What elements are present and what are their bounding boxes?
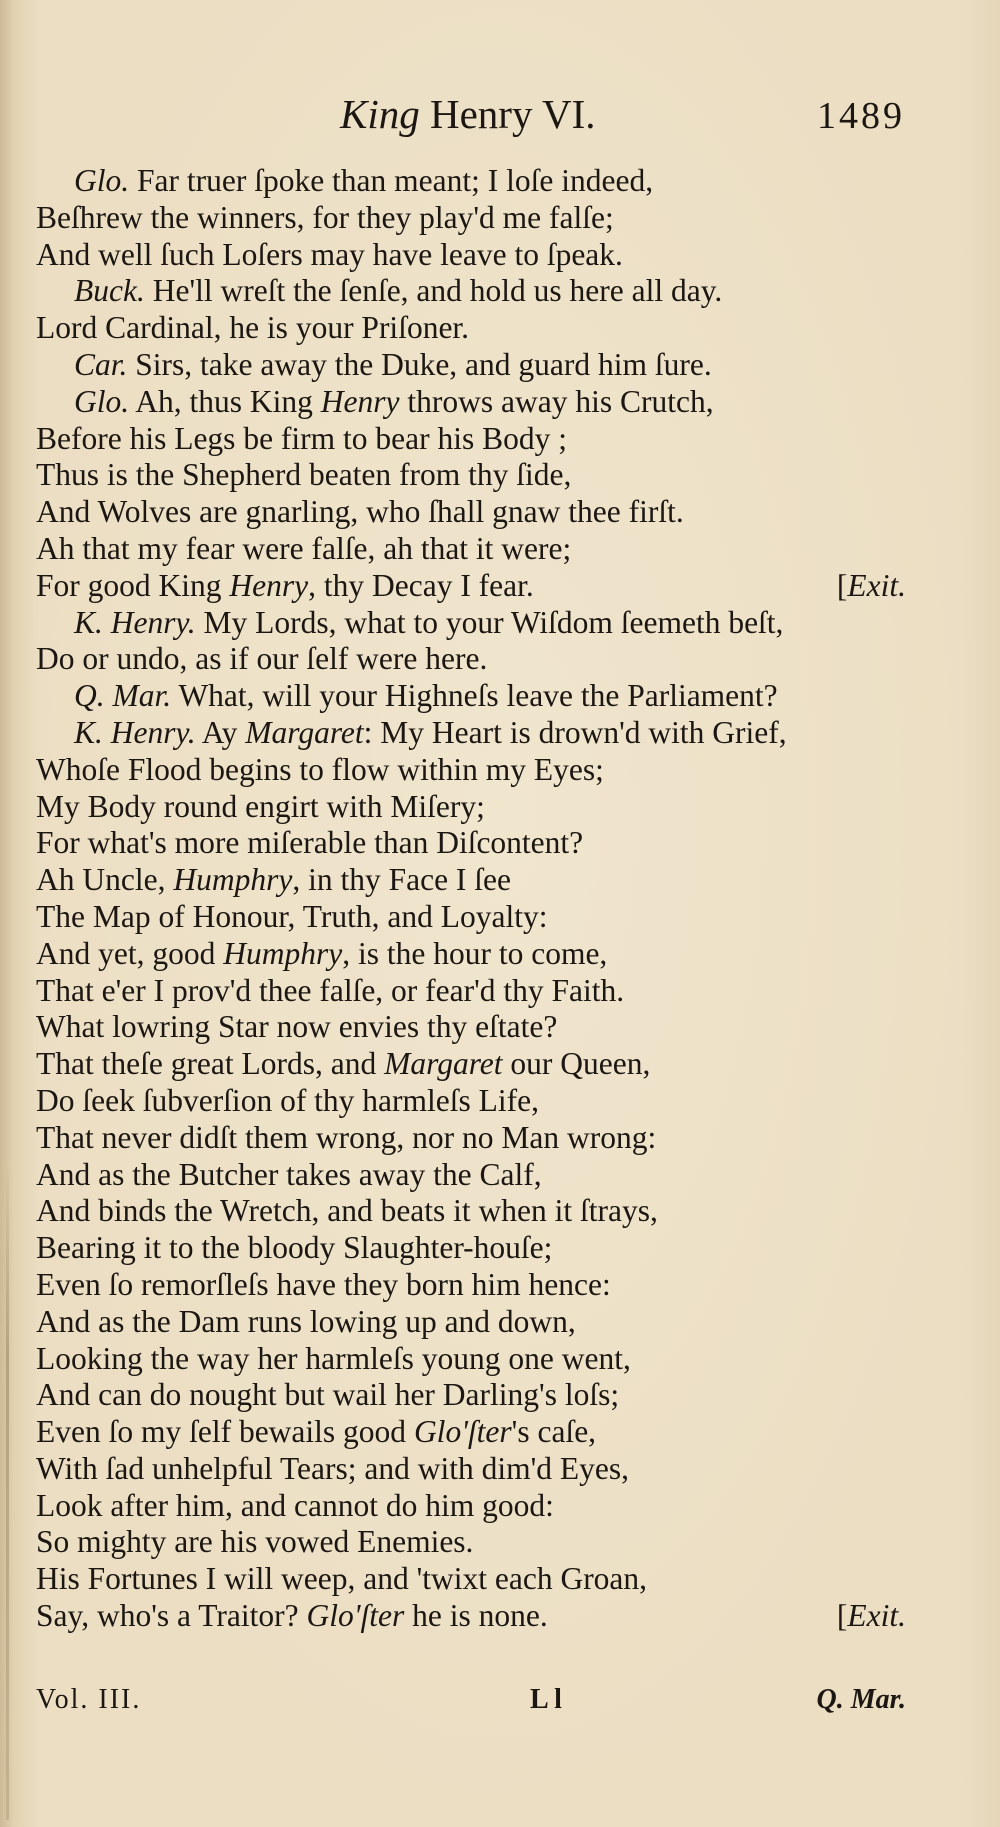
text-line xyxy=(36,605,916,642)
line-text: Look after him, and cannot do him good: xyxy=(36,1487,554,1523)
line-text: And Wolves are gnarling, who ſhall gnaw thee firſt. xyxy=(36,494,684,530)
play-text xyxy=(36,163,916,1635)
line-text: Say, who's a Traitor? xyxy=(36,1598,307,1634)
line-text: For what's more miſerable than Diſcontent? xyxy=(36,825,584,861)
line-text: That never didſt them wrong, nor no Man wrong: xyxy=(36,1119,657,1155)
line-text: And as the Dam runs lowing up and down, xyxy=(36,1303,576,1339)
text-line xyxy=(36,273,916,310)
text-line xyxy=(36,1230,916,1267)
text-line xyxy=(36,1341,916,1378)
text-line xyxy=(36,752,916,789)
text-line xyxy=(36,1414,916,1451)
italic-text: Henry xyxy=(320,383,400,419)
page-number: 1489 xyxy=(817,95,905,137)
text-line xyxy=(36,347,916,384)
line-text: Bearing it to the bloody Slaughter-houſe; xyxy=(36,1230,553,1266)
italic-text: Car. xyxy=(74,346,128,382)
text-line xyxy=(36,457,916,494)
text-line xyxy=(36,789,916,826)
text-line xyxy=(36,1046,916,1083)
line-text: he is none. xyxy=(404,1598,548,1634)
exit-text: Exit. xyxy=(847,567,906,603)
italic-text: Humphry xyxy=(173,862,293,898)
line-text: throws away his Crutch, xyxy=(399,383,714,419)
line-text: And as the Butcher takes away the Calf, xyxy=(36,1156,542,1192)
line-text: Ah Uncle, xyxy=(36,862,174,898)
italic-text: Buck. xyxy=(74,273,145,309)
line-text: Far truer ſpoke than meant; I loſe indeed, xyxy=(129,163,654,198)
line-text: What lowring Star now envies thy eſtate? xyxy=(36,1009,558,1045)
text-line xyxy=(36,973,916,1010)
text-line xyxy=(36,384,916,421)
text-line xyxy=(36,862,916,899)
line-text: And well ſuch Loſers may have leave to ſpeak. xyxy=(36,236,623,272)
running-title-italic: King xyxy=(340,91,420,137)
line-text: That e'er I prov'd thee falſe, or fear'd thy Faith. xyxy=(36,972,625,1008)
italic-text: Glo'ſter xyxy=(413,1414,512,1450)
line-text: Lord Cardinal, he is your Priſoner. xyxy=(36,310,470,346)
running-header xyxy=(0,90,1000,150)
line-text: , in thy Face I ſee xyxy=(292,862,512,898)
line-text: So mighty are his vowed Enemies. xyxy=(36,1524,474,1560)
line-text: That theſe great Lords, and xyxy=(36,1046,385,1082)
line-text: And binds the Wretch, and beats it when it ſtrays, xyxy=(36,1193,658,1229)
text-line xyxy=(36,899,916,936)
text-line xyxy=(36,641,916,678)
bracket-glyph: [ xyxy=(836,567,848,603)
text-line xyxy=(36,1157,916,1194)
text-line xyxy=(36,1561,916,1598)
line-text: Before his Legs be firm to bear his Body ; xyxy=(36,420,568,456)
italic-text: Margaret xyxy=(245,714,364,750)
italic-text: Glo. xyxy=(74,163,130,198)
italic-text: Margaret xyxy=(384,1046,503,1082)
line-text: Do or undo, as if our ſelf were here. xyxy=(36,641,488,677)
catchword: Q. Mar. xyxy=(816,1684,906,1715)
line-text: Even ſo remorſleſs have they born him hence: xyxy=(36,1266,611,1302)
italic-text: Glo'ſter xyxy=(306,1598,405,1634)
line-text: With ſad unhelpful Tears; and with dim'd Eyes, xyxy=(36,1450,630,1486)
running-title-rest: Henry VI. xyxy=(419,91,596,137)
line-text: Ah, thus King xyxy=(129,383,321,419)
text-line xyxy=(36,310,916,347)
stage-direction xyxy=(837,568,906,605)
text-line xyxy=(36,494,916,531)
signature-mark: L l xyxy=(530,1684,562,1715)
line-text: Looking the way her harmleſs young one went, xyxy=(36,1340,631,1376)
line-text: : My Heart is drown'd with Grief, xyxy=(363,714,787,750)
line-text: , is the hour to come, xyxy=(342,935,608,971)
line-text: My Lords, what to your Wiſdom ſeemeth beſt, xyxy=(195,604,784,640)
line-text: For good King xyxy=(36,567,230,603)
text-line xyxy=(36,1598,916,1635)
italic-text: Q. Mar. xyxy=(74,678,172,714)
text-line xyxy=(36,1120,916,1157)
line-text: His Fortunes I will weep, and 'twixt each Groan, xyxy=(36,1561,648,1597)
line-text: Thus is the Shepherd beaten from thy ſide, xyxy=(36,457,572,493)
text-line xyxy=(36,678,916,715)
text-line xyxy=(36,1009,916,1046)
text-line xyxy=(36,1083,916,1120)
text-line xyxy=(36,200,916,237)
text-line xyxy=(36,1488,916,1525)
bracket-glyph: [ xyxy=(836,1598,848,1634)
exit-text: Exit. xyxy=(847,1598,906,1634)
text-line xyxy=(36,1193,916,1230)
text-line xyxy=(36,421,916,458)
text-line xyxy=(36,531,916,568)
text-line xyxy=(36,825,916,862)
running-title xyxy=(340,90,595,138)
text-line xyxy=(36,568,916,605)
italic-text: K. Henry. xyxy=(74,714,196,750)
text-line xyxy=(36,1267,916,1304)
text-line xyxy=(36,1524,916,1561)
line-text: Do ſeek ſubverſion of thy harmleſs Life, xyxy=(36,1082,539,1118)
line-text: Ay xyxy=(195,714,246,750)
line-text: Ah that my fear were falſe, ah that it were; xyxy=(36,530,572,566)
line-text: The Map of Honour, Truth, and Loyalty: xyxy=(36,898,548,934)
text-line xyxy=(36,936,916,973)
italic-text: Humphry xyxy=(223,935,343,971)
line-text: My Body round engirt with Miſery; xyxy=(36,788,485,824)
stage-direction xyxy=(837,1598,906,1635)
text-line xyxy=(36,1377,916,1414)
text-line xyxy=(36,163,916,200)
line-text: 's caſe, xyxy=(511,1414,597,1450)
line-text: Sirs, take away the Duke, and guard him ſure. xyxy=(127,346,712,382)
page-gutter-shadow xyxy=(6,1160,9,1820)
line-text: Whoſe Flood begins to flow within my Eyes; xyxy=(36,751,604,787)
volume-label: Vol. III. xyxy=(36,1684,142,1715)
italic-text: K. Henry. xyxy=(74,604,196,640)
text-line xyxy=(36,715,916,752)
page-footer xyxy=(36,1684,906,1728)
text-line xyxy=(36,1304,916,1341)
line-text: our Queen, xyxy=(502,1046,651,1082)
line-text: What, will your Highneſs leave the Parliament? xyxy=(171,678,778,714)
line-text: And can do nought but wail her Darling's loſs; xyxy=(36,1377,620,1413)
line-text: , thy Decay I fear. xyxy=(308,567,534,603)
italic-text: Henry xyxy=(229,567,309,603)
line-text: Even ſo my ſelf bewails good xyxy=(36,1414,414,1450)
italic-text: Glo. xyxy=(74,383,130,419)
line-text: Beſhrew the winners, for they play'd me falſe; xyxy=(36,199,614,235)
text-line xyxy=(36,237,916,274)
text-line xyxy=(36,1451,916,1488)
line-text: And yet, good xyxy=(36,935,224,971)
line-text: He'll wreſt the ſenſe, and hold us here all day. xyxy=(144,273,723,309)
